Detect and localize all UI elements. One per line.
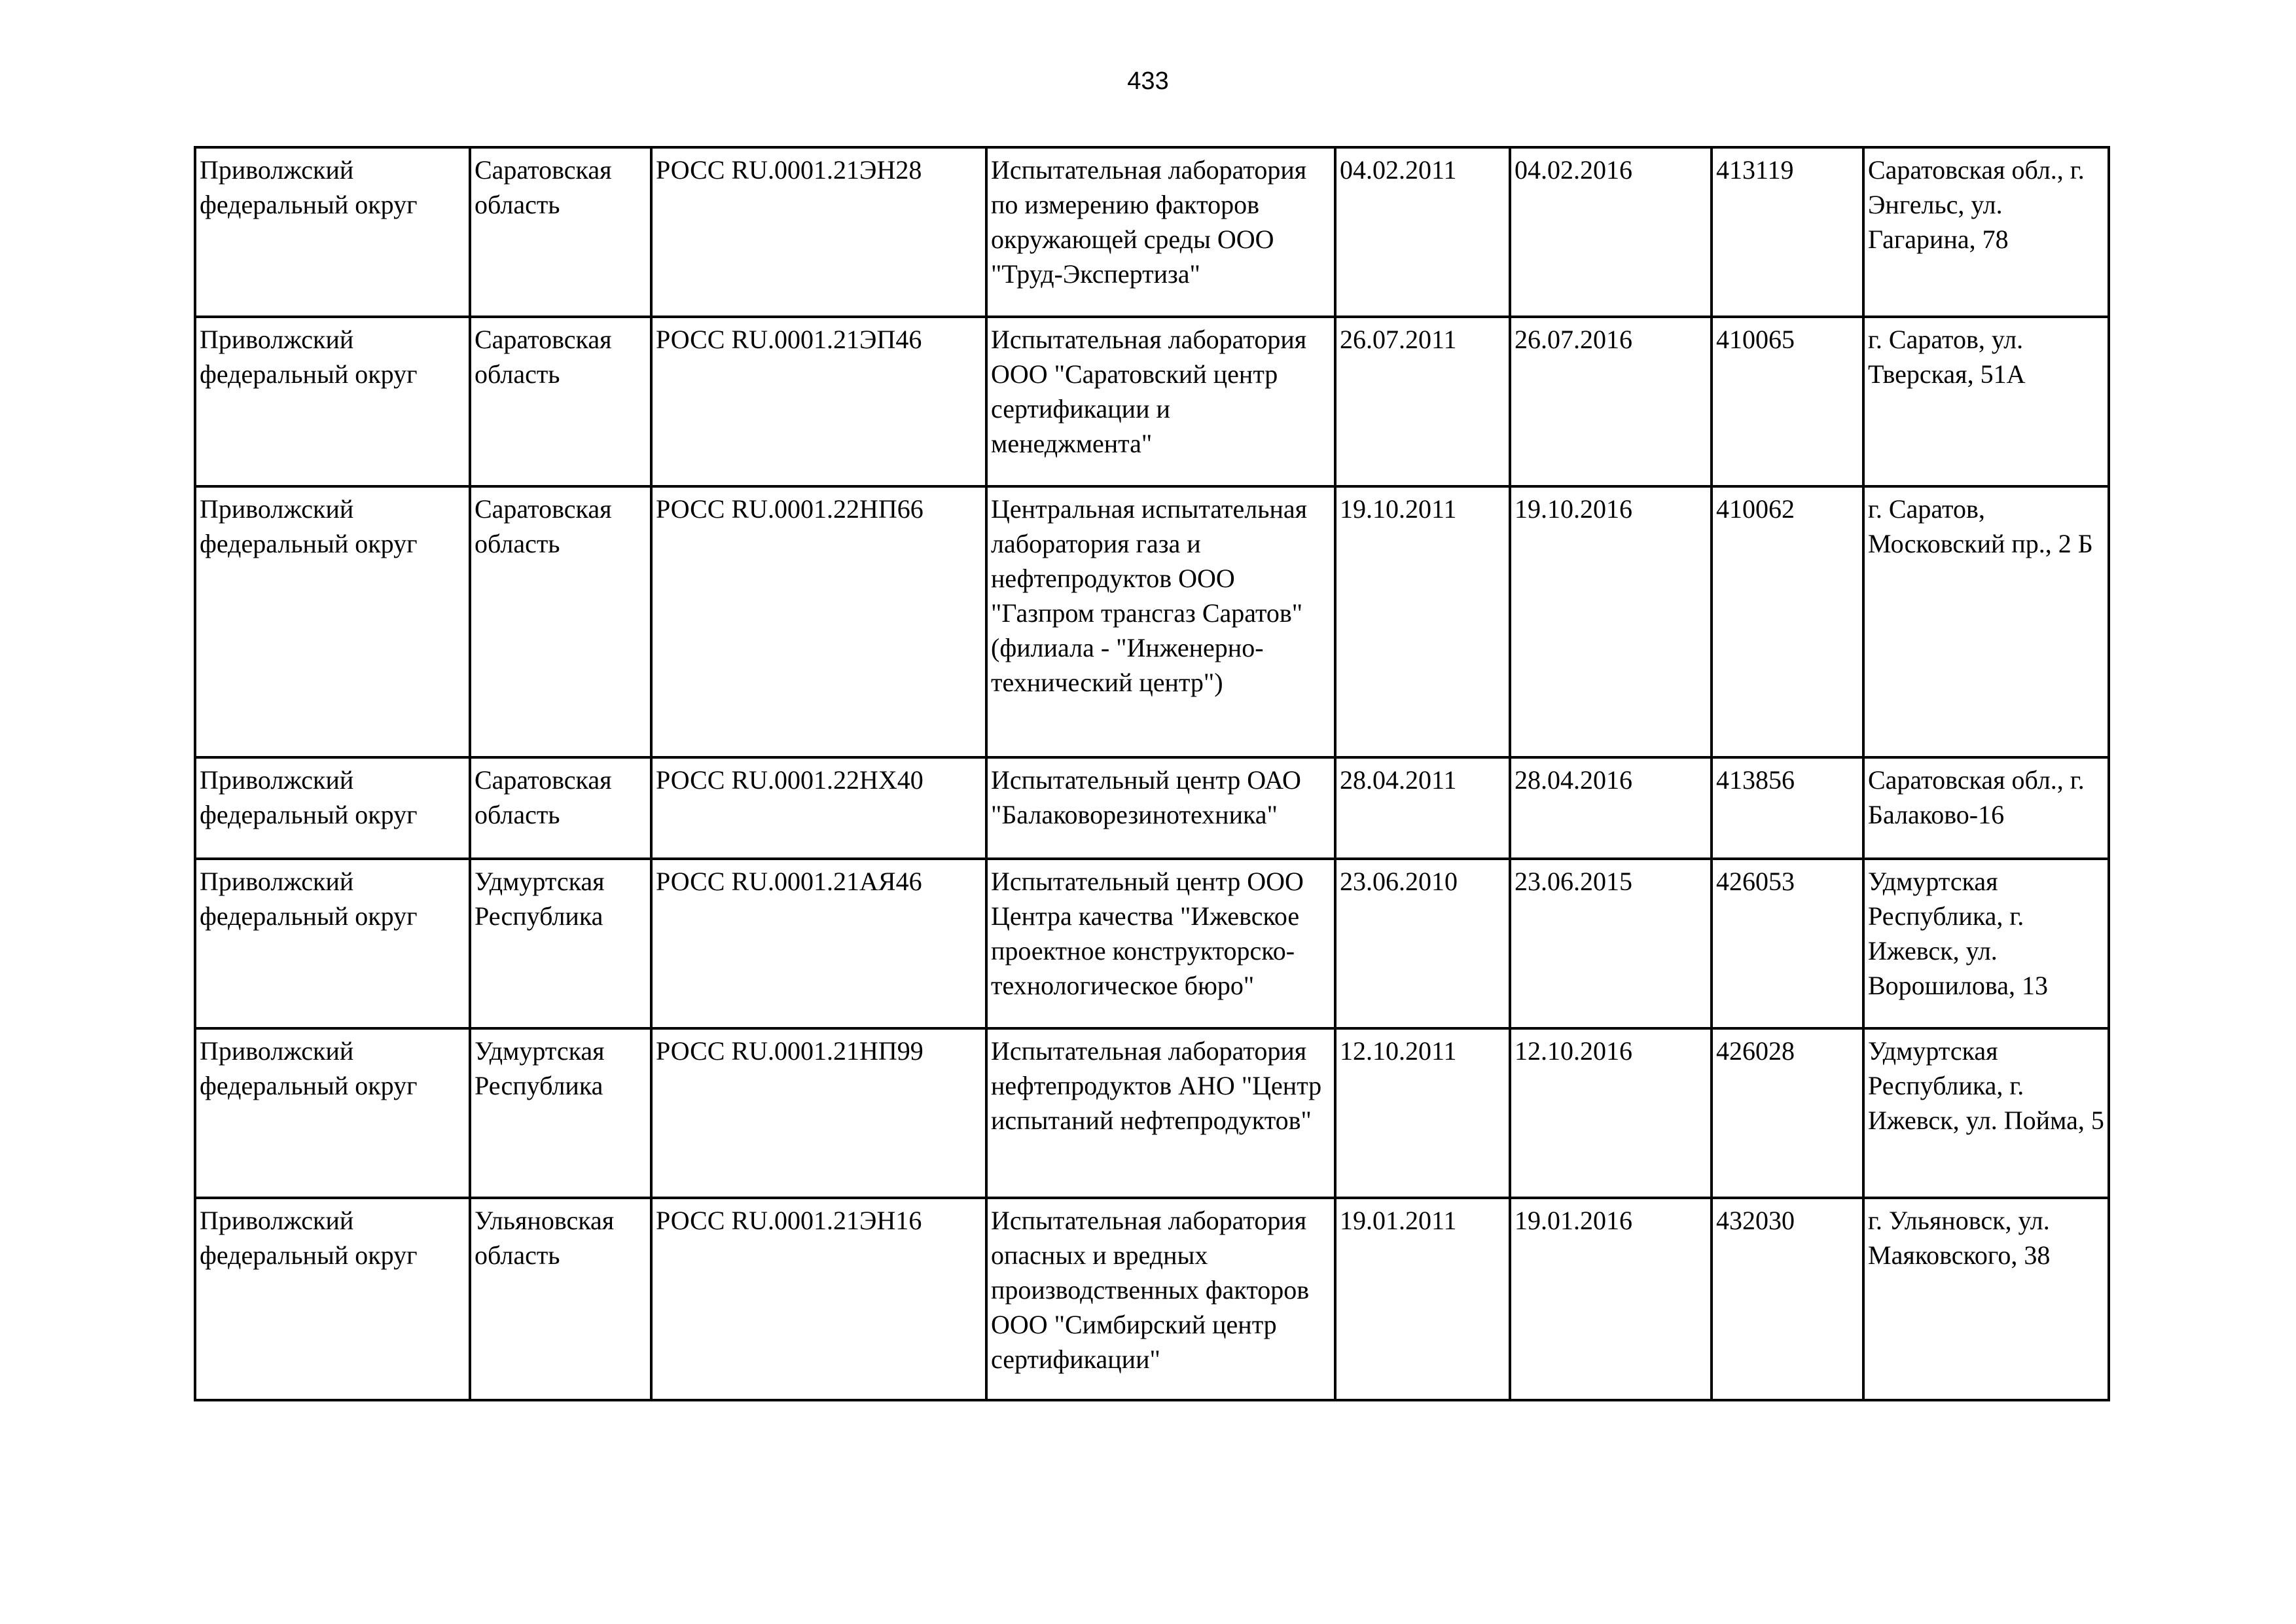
table-row <box>195 147 2109 317</box>
certificate-code-cell: РОСС RU.0001.21ЭП46 <box>651 317 986 486</box>
certificate-code-cell: РОСС RU.0001.22НП66 <box>651 486 986 757</box>
district-cell: Приволжский федеральный округ <box>195 1028 470 1198</box>
address-cell: Саратовская обл., г. Балаково-16 <box>1863 757 2109 859</box>
region-cell: Саратовская область <box>470 147 651 317</box>
date-to-cell: 28.04.2016 <box>1510 757 1712 859</box>
date-from-cell: 23.06.2010 <box>1335 859 1510 1028</box>
postal-code-cell: 426053 <box>1712 859 1863 1028</box>
postal-code-cell: 413119 <box>1712 147 1863 317</box>
certificate-code-cell: РОСС RU.0001.21ЭН28 <box>651 147 986 317</box>
region-cell: Удмуртская Республика <box>470 859 651 1028</box>
region-cell: Удмуртская Республика <box>470 1028 651 1198</box>
date-from-cell: 19.01.2011 <box>1335 1198 1510 1400</box>
laboratory-name-cell: Испытательная лаборатория по измерению факторов окружающей среды ООО "Труд-Экспертиза" <box>986 147 1335 317</box>
region-cell: Ульяновская область <box>470 1198 651 1400</box>
laboratory-name-cell: Испытательный центр ОАО "Балаковорезинотехника" <box>986 757 1335 859</box>
registry-table <box>194 146 2110 1401</box>
region-cell: Саратовская область <box>470 486 651 757</box>
district-cell: Приволжский федеральный округ <box>195 757 470 859</box>
postal-code-cell: 410065 <box>1712 317 1863 486</box>
registry-table-container <box>194 146 2108 1401</box>
laboratory-name-cell: Испытательная лаборатория опасных и вредных производственных факторов ООО "Симбирский центр сертификации" <box>986 1198 1335 1400</box>
table-row <box>195 486 2109 757</box>
postal-code-cell: 426028 <box>1712 1028 1863 1198</box>
district-cell: Приволжский федеральный округ <box>195 317 470 486</box>
district-cell: Приволжский федеральный округ <box>195 859 470 1028</box>
postal-code-cell: 413856 <box>1712 757 1863 859</box>
table-row <box>195 1028 2109 1198</box>
district-cell: Приволжский федеральный округ <box>195 486 470 757</box>
date-to-cell: 12.10.2016 <box>1510 1028 1712 1198</box>
table-row <box>195 317 2109 486</box>
date-to-cell: 26.07.2016 <box>1510 317 1712 486</box>
address-cell: г. Саратов, ул. Тверская, 51А <box>1863 317 2109 486</box>
table-row <box>195 757 2109 859</box>
date-to-cell: 19.01.2016 <box>1510 1198 1712 1400</box>
date-from-cell: 12.10.2011 <box>1335 1028 1510 1198</box>
date-to-cell: 23.06.2015 <box>1510 859 1712 1028</box>
district-cell: Приволжский федеральный округ <box>195 1198 470 1400</box>
date-to-cell: 04.02.2016 <box>1510 147 1712 317</box>
address-cell: Саратовская обл., г. Энгельс, ул. Гагарина, 78 <box>1863 147 2109 317</box>
certificate-code-cell: РОСС RU.0001.21АЯ46 <box>651 859 986 1028</box>
date-from-cell: 04.02.2011 <box>1335 147 1510 317</box>
date-from-cell: 28.04.2011 <box>1335 757 1510 859</box>
table-row <box>195 1198 2109 1400</box>
postal-code-cell: 410062 <box>1712 486 1863 757</box>
district-cell: Приволжский федеральный округ <box>195 147 470 317</box>
page-number: 433 <box>1127 67 1169 95</box>
table-row <box>195 859 2109 1028</box>
certificate-code-cell: РОСС RU.0001.21НП99 <box>651 1028 986 1198</box>
address-cell: Удмуртская Республика, г. Ижевск, ул. Ворошилова, 13 <box>1863 859 2109 1028</box>
date-to-cell: 19.10.2016 <box>1510 486 1712 757</box>
address-cell: Удмуртская Республика, г. Ижевск, ул. Пойма, 5 <box>1863 1028 2109 1198</box>
laboratory-name-cell: Испытательный центр ООО Центра качества "Ижевское проектное конструкторско-технологическое бюро" <box>986 859 1335 1028</box>
laboratory-name-cell: Испытательная лаборатория нефтепродуктов АНО "Центр испытаний нефтепродуктов" <box>986 1028 1335 1198</box>
region-cell: Саратовская область <box>470 757 651 859</box>
certificate-code-cell: РОСС RU.0001.21ЭН16 <box>651 1198 986 1400</box>
region-cell: Саратовская область <box>470 317 651 486</box>
date-from-cell: 26.07.2011 <box>1335 317 1510 486</box>
postal-code-cell: 432030 <box>1712 1198 1863 1400</box>
laboratory-name-cell: Испытательная лаборатория ООО "Саратовский центр сертификации и менеджмента" <box>986 317 1335 486</box>
date-from-cell: 19.10.2011 <box>1335 486 1510 757</box>
certificate-code-cell: РОСС RU.0001.22НХ40 <box>651 757 986 859</box>
laboratory-name-cell: Центральная испытательная лаборатория газа и нефтепродуктов ООО "Газпром трансгаз Саратов" (филиала - "Инженерно-технический центр") <box>986 486 1335 757</box>
address-cell: г. Ульяновск, ул. Маяковского, 38 <box>1863 1198 2109 1400</box>
address-cell: г. Саратов, Московский пр., 2 Б <box>1863 486 2109 757</box>
